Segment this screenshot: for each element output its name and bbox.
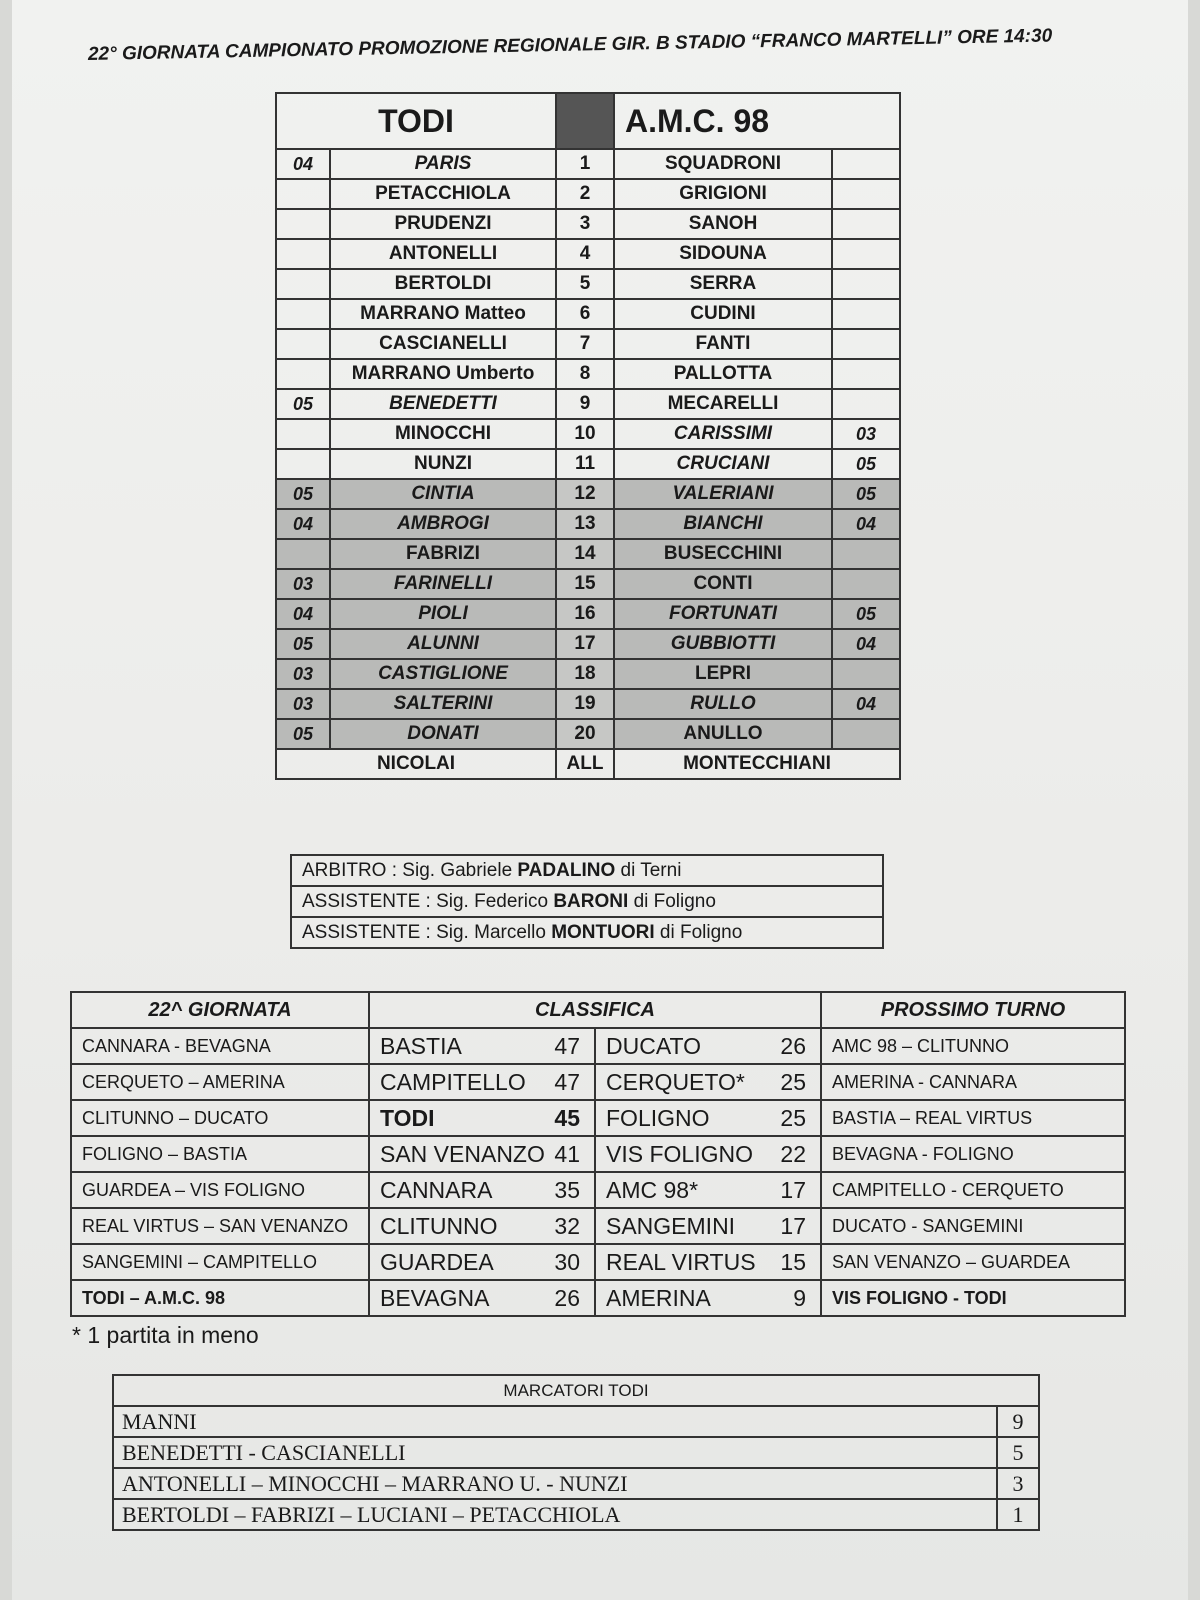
away-player: CONTI [614, 569, 832, 599]
team-name: BEVAGNA [380, 1284, 490, 1311]
away-vote [832, 179, 900, 209]
scorer-names: BENEDETTI - CASCIANELLI [113, 1437, 997, 1468]
away-player: BIANCHI [614, 509, 832, 539]
team-points-value: 15 [780, 1248, 806, 1275]
next-fixture: AMC 98 – CLITUNNO [821, 1028, 1125, 1064]
team-name: CAMPITELLO [380, 1068, 526, 1095]
away-vote [832, 719, 900, 749]
shirt-number: 14 [556, 539, 614, 569]
scorer-row [113, 1499, 1039, 1530]
match-heading: 22° GIORNATA CAMPIONATO PROMOZIONE REGIONALE GIR. B STADIO “FRANCO MARTELLI” ORE 14:30 [87, 25, 1053, 65]
team-points-value: 35 [554, 1176, 580, 1203]
lineup-row [276, 449, 900, 479]
shirt-number: 6 [556, 299, 614, 329]
home-player: MARRANO Umberto [330, 359, 556, 389]
away-player: GUBBIOTTI [614, 629, 832, 659]
team-name: CLITUNNO [380, 1212, 498, 1239]
shirt-number: 8 [556, 359, 614, 389]
away-vote [832, 299, 900, 329]
shirt-number: 17 [556, 629, 614, 659]
official-city: di Foligno [633, 890, 716, 912]
classifica-cell [595, 1244, 821, 1280]
home-vote [276, 329, 330, 359]
shirt-number: 3 [556, 209, 614, 239]
standings-row [71, 1280, 1125, 1316]
team-points [370, 1033, 594, 1060]
away-vote [832, 329, 900, 359]
classifica-cell [595, 1136, 821, 1172]
standings-row [71, 1172, 1125, 1208]
away-vote: 03 [832, 419, 900, 449]
away-vote: 05 [832, 599, 900, 629]
classifica-header: CLASSIFICA [369, 992, 821, 1028]
classifica-cell [369, 1244, 595, 1280]
away-vote [832, 659, 900, 689]
next-fixture: CAMPITELLO - CERQUETO [821, 1172, 1125, 1208]
official-surname: MONTUORI [551, 921, 655, 943]
home-vote: 05 [276, 629, 330, 659]
home-vote: 03 [276, 569, 330, 599]
home-player: BERTOLDI [330, 269, 556, 299]
home-player: AMBROGI [330, 509, 556, 539]
lineup-row [276, 359, 900, 389]
lineup-row [276, 299, 900, 329]
shirt-number: 5 [556, 269, 614, 299]
team-points [370, 1069, 594, 1096]
team-points [370, 1285, 594, 1312]
home-vote [276, 299, 330, 329]
away-player: PALLOTTA [614, 359, 832, 389]
away-vote [832, 269, 900, 299]
fixture: CANNARA - BEVAGNA [71, 1028, 369, 1064]
next-fixture: AMERINA - CANNARA [821, 1064, 1125, 1100]
official-city: di Terni [620, 859, 682, 881]
scorer-goals: 1 [997, 1499, 1039, 1530]
footnote: * 1 partita in meno [72, 1322, 259, 1348]
team-points [596, 1249, 820, 1276]
team-points-value: 30 [554, 1248, 580, 1275]
away-vote: 05 [832, 479, 900, 509]
fixture: TODI – A.M.C. 98 [71, 1280, 369, 1316]
standings-row [71, 1208, 1125, 1244]
away-vote [832, 359, 900, 389]
home-vote [276, 419, 330, 449]
team-name: GUARDEA [380, 1248, 494, 1275]
lineup-row [276, 149, 900, 179]
standings-row [71, 1100, 1125, 1136]
classifica-cell [595, 1208, 821, 1244]
team-name: AMC 98* [606, 1176, 699, 1203]
official-role: ARBITRO : [302, 859, 398, 881]
official-surname: PADALINO [517, 859, 616, 881]
away-player: FORTUNATI [614, 599, 832, 629]
team-points-value: 26 [554, 1284, 580, 1311]
home-vote [276, 209, 330, 239]
team-name: REAL VIRTUS [606, 1248, 756, 1275]
team-name: VIS FOLIGNO [606, 1140, 753, 1167]
classifica-cell [369, 1100, 595, 1136]
team-points [596, 1177, 820, 1204]
next-fixture: VIS FOLIGNO - TODI [821, 1280, 1125, 1316]
official-city: di Foligno [659, 921, 743, 943]
classifica-cell [595, 1028, 821, 1064]
official-row [291, 917, 883, 948]
standings-row [71, 1064, 1125, 1100]
home-player: CASCIANELLI [330, 329, 556, 359]
home-vote [276, 179, 330, 209]
team-points [370, 1177, 594, 1204]
away-player: SQUADRONI [614, 149, 832, 179]
scorer-names: BERTOLDI – FABRIZI – LUCIANI – PETACCHIOLA [113, 1499, 997, 1530]
scorer-goals: 5 [997, 1437, 1039, 1468]
team-name: CERQUETO* [606, 1068, 745, 1095]
team-name: CANNARA [380, 1176, 493, 1203]
scorer-goals: 9 [997, 1406, 1039, 1437]
classifica-cell [369, 1136, 595, 1172]
shirt-number: 13 [556, 509, 614, 539]
scorers-table [112, 1374, 1040, 1531]
home-coach: NICOLAI [276, 749, 556, 779]
shirt-number: 2 [556, 179, 614, 209]
next-fixture: SAN VENANZO – GUARDEA [821, 1244, 1125, 1280]
away-vote [832, 209, 900, 239]
away-player: VALERIANI [614, 479, 832, 509]
home-vote [276, 539, 330, 569]
official-cell [291, 886, 883, 917]
home-vote [276, 239, 330, 269]
home-vote: 05 [276, 719, 330, 749]
standings-table [70, 991, 1126, 1317]
coach-label: ALL [556, 749, 614, 779]
standings-row [71, 1244, 1125, 1280]
team-name: DUCATO [606, 1032, 701, 1059]
team-name: AMERINA [606, 1284, 711, 1311]
away-player: MECARELLI [614, 389, 832, 419]
home-player: PARIS [330, 149, 556, 179]
team-points-value: 47 [554, 1032, 580, 1059]
shirt-number: 1 [556, 149, 614, 179]
shirt-number: 18 [556, 659, 614, 689]
lineup-row [276, 599, 900, 629]
away-vote [832, 389, 900, 419]
standings-row [71, 1028, 1125, 1064]
home-player: NUNZI [330, 449, 556, 479]
official-row [291, 886, 883, 917]
home-vote: 03 [276, 689, 330, 719]
next-fixture: BEVAGNA - FOLIGNO [821, 1136, 1125, 1172]
home-vote: 04 [276, 149, 330, 179]
away-player: ANULLO [614, 719, 832, 749]
home-player: ALUNNI [330, 629, 556, 659]
home-player: CINTIA [330, 479, 556, 509]
classifica-cell [369, 1064, 595, 1100]
team-points-value: 25 [780, 1104, 806, 1131]
away-coach: MONTECCHIANI [614, 749, 900, 779]
team-name: FOLIGNO [606, 1104, 710, 1131]
away-player: CUDINI [614, 299, 832, 329]
team-points-value: 25 [780, 1068, 806, 1095]
officials-table [290, 854, 884, 949]
round-header: 22^ GIORNATA [71, 992, 369, 1028]
away-player: SANOH [614, 209, 832, 239]
team-points [596, 1141, 820, 1168]
away-vote [832, 569, 900, 599]
shirt-number: 4 [556, 239, 614, 269]
lineup-row [276, 569, 900, 599]
team-points-value: 45 [554, 1104, 580, 1131]
lineup-table [275, 92, 901, 780]
away-player: LEPRI [614, 659, 832, 689]
official-title: Sig. Gabriele [402, 859, 513, 881]
away-player: BUSECCHINI [614, 539, 832, 569]
home-vote: 03 [276, 659, 330, 689]
home-vote: 05 [276, 479, 330, 509]
home-player: MARRANO Matteo [330, 299, 556, 329]
away-player: CRUCIANI [614, 449, 832, 479]
team-points [370, 1249, 594, 1276]
away-player: SERRA [614, 269, 832, 299]
fixture: CERQUETO – AMERINA [71, 1064, 369, 1100]
lineup-row [276, 509, 900, 539]
team-points-value: 41 [554, 1140, 580, 1167]
shirt-number: 15 [556, 569, 614, 599]
lineup-row [276, 329, 900, 359]
lineup-row [276, 629, 900, 659]
away-team-name: A.M.C. 98 [614, 93, 900, 149]
next-fixture: BASTIA – REAL VIRTUS [821, 1100, 1125, 1136]
shirt-number: 19 [556, 689, 614, 719]
home-player: FABRIZI [330, 539, 556, 569]
team-points [596, 1069, 820, 1096]
team-points-value: 22 [780, 1140, 806, 1167]
team-points [596, 1213, 820, 1240]
home-player: DONATI [330, 719, 556, 749]
team-name: SANGEMINI [606, 1212, 736, 1239]
next-fixture: DUCATO - SANGEMINI [821, 1208, 1125, 1244]
official-title: Sig. Federico [436, 890, 549, 912]
home-vote [276, 449, 330, 479]
scorer-row [113, 1406, 1039, 1437]
home-vote [276, 269, 330, 299]
classifica-cell [369, 1208, 595, 1244]
home-player: ANTONELLI [330, 239, 556, 269]
team-points [596, 1285, 820, 1312]
home-vote: 04 [276, 599, 330, 629]
scorers-title: MARCATORI TODI [113, 1375, 1039, 1406]
home-player: SALTERINI [330, 689, 556, 719]
away-player: SIDOUNA [614, 239, 832, 269]
fixture: REAL VIRTUS – SAN VENANZO [71, 1208, 369, 1244]
team-points [596, 1033, 820, 1060]
away-player: CARISSIMI [614, 419, 832, 449]
team-name: BASTIA [380, 1032, 462, 1059]
team-name: SAN VENANZO [380, 1140, 545, 1167]
shirt-number: 20 [556, 719, 614, 749]
team-points-value: 47 [554, 1068, 580, 1095]
lineup-row [276, 269, 900, 299]
home-player: PRUDENZI [330, 209, 556, 239]
official-cell [291, 917, 883, 948]
lineup-row [276, 719, 900, 749]
away-vote: 04 [832, 689, 900, 719]
classifica-cell [595, 1172, 821, 1208]
away-vote [832, 539, 900, 569]
lineup-row [276, 689, 900, 719]
team-points [370, 1105, 594, 1132]
official-role: ASSISTENTE : [302, 921, 431, 943]
home-player: FARINELLI [330, 569, 556, 599]
team-points-value: 26 [780, 1032, 806, 1059]
shirt-number: 9 [556, 389, 614, 419]
classifica-cell [369, 1280, 595, 1316]
away-player: RULLO [614, 689, 832, 719]
home-player: PETACCHIOLA [330, 179, 556, 209]
home-team-name: TODI [276, 93, 556, 149]
lineup-row [276, 419, 900, 449]
shirt-number: 11 [556, 449, 614, 479]
scorer-row [113, 1468, 1039, 1499]
home-vote [276, 359, 330, 389]
home-vote: 05 [276, 389, 330, 419]
team-points [370, 1213, 594, 1240]
official-cell [291, 855, 883, 886]
away-vote: 05 [832, 449, 900, 479]
standings-row [71, 1136, 1125, 1172]
away-player: GRIGIONI [614, 179, 832, 209]
home-player: CASTIGLIONE [330, 659, 556, 689]
team-points-value: 17 [780, 1176, 806, 1203]
shirt-number: 10 [556, 419, 614, 449]
team-points-value: 32 [554, 1212, 580, 1239]
team-points-value: 9 [793, 1284, 806, 1311]
home-player: MINOCCHI [330, 419, 556, 449]
classifica-cell [369, 1172, 595, 1208]
lineup-row [276, 239, 900, 269]
lineup-row [276, 179, 900, 209]
team-points-value: 17 [780, 1212, 806, 1239]
team-name: TODI [380, 1104, 435, 1131]
home-player: PIOLI [330, 599, 556, 629]
shirt-number: 12 [556, 479, 614, 509]
scorer-names: MANNI [113, 1406, 997, 1437]
scorer-goals: 3 [997, 1468, 1039, 1499]
shirt-number: 16 [556, 599, 614, 629]
shirt-number: 7 [556, 329, 614, 359]
official-surname: BARONI [553, 890, 629, 912]
official-role: ASSISTENTE : [302, 890, 431, 912]
lineup-row [276, 389, 900, 419]
official-row [291, 855, 883, 886]
official-title: Sig. Marcello [436, 921, 546, 943]
fixture: FOLIGNO – BASTIA [71, 1136, 369, 1172]
lineup-row [276, 209, 900, 239]
scorer-names: ANTONELLI – MINOCCHI – MARRANO U. - NUNZI [113, 1468, 997, 1499]
away-vote: 04 [832, 509, 900, 539]
team-points [370, 1141, 594, 1168]
away-vote: 04 [832, 629, 900, 659]
team-points [596, 1105, 820, 1132]
fixture: CLITUNNO – DUCATO [71, 1100, 369, 1136]
away-vote [832, 149, 900, 179]
classifica-cell [369, 1028, 595, 1064]
classifica-cell [595, 1280, 821, 1316]
away-vote [832, 239, 900, 269]
classifica-cell [595, 1100, 821, 1136]
fixture: SANGEMINI – CAMPITELLO [71, 1244, 369, 1280]
lineup-row [276, 539, 900, 569]
classifica-cell [595, 1064, 821, 1100]
center-marker [556, 93, 614, 149]
scorer-row [113, 1437, 1039, 1468]
home-vote: 04 [276, 509, 330, 539]
away-player: FANTI [614, 329, 832, 359]
fixture: GUARDEA – VIS FOLIGNO [71, 1172, 369, 1208]
home-player: BENEDETTI [330, 389, 556, 419]
lineup-row [276, 479, 900, 509]
lineup-row [276, 659, 900, 689]
next-round-header: PROSSIMO TURNO [821, 992, 1125, 1028]
